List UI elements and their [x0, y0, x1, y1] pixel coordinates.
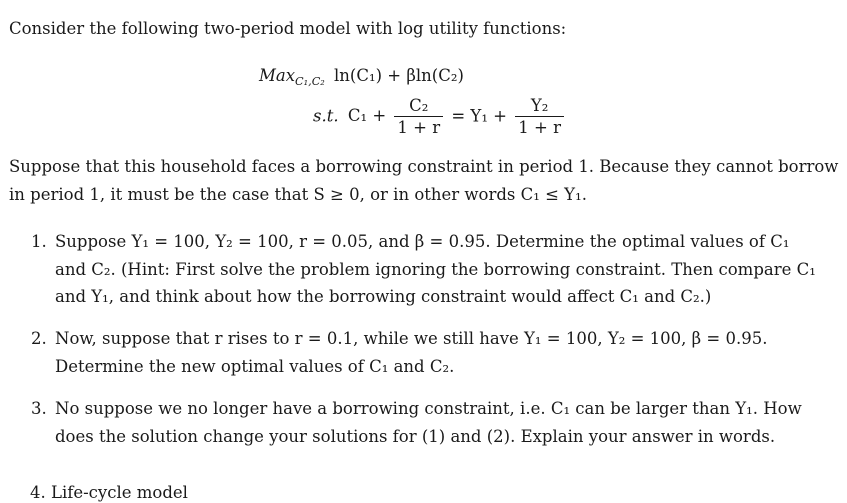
- question-2-line-2: Determine the new optimal values of C₁ and C₂.: [55, 357, 455, 376]
- cutoff-next-item-text: 4. Life-cycle model: [30, 483, 188, 502]
- question-3-number: 3.: [31, 399, 47, 418]
- objective-expr-b: ln(C₂): [415, 66, 464, 85]
- objective-expr-a: ln(C₁) + β: [334, 66, 416, 85]
- max-operator: Max: [259, 66, 296, 85]
- constraint-mid: = Y₁ +: [451, 106, 508, 126]
- intro-text: Consider the following two-period model with log utility functions:: [9, 19, 567, 38]
- fraction-y2-numerator: Y₂: [515, 97, 564, 117]
- question-1-line-2: and C₂. (Hint: First solve the problem ignoring the borrowing constraint. Then compare C₁: [55, 260, 816, 279]
- max-subscript: C₁,C₂: [295, 74, 325, 88]
- fraction-y2-denominator: 1 + r: [518, 118, 561, 138]
- cutoff-next-item: [30, 479, 290, 502]
- fraction-c2-denominator: 1 + r: [397, 118, 441, 138]
- question-1-line-3: and Y₁, and think about how the borrowing constraint would affect C₁ and C₂.): [55, 287, 712, 306]
- fraction-y2: [515, 97, 564, 137]
- question-2-number: 2.: [31, 329, 47, 348]
- objective-equation: [259, 66, 464, 86]
- fraction-c2: [394, 97, 443, 137]
- question-2-line-1: Now, suppose that r rises to r = 0.1, while we still have Y₁ = 100, Y₂ = 100, β = 0.95.: [55, 329, 768, 348]
- st-label: s.t.: [313, 106, 339, 126]
- question-1-line-1: Suppose Y₁ = 100, Y₂ = 100, r = 0.05, and β = 0.95. Determine the optimal values of C₁: [55, 232, 790, 251]
- fraction-c2-numerator: C₂: [394, 97, 443, 117]
- question-1-number: 1.: [31, 232, 47, 251]
- question-3-line-2: does the solution change your solutions for (1) and (2). Explain your answer in words.: [55, 427, 776, 446]
- constraint-lhs: C₁ +: [347, 106, 387, 126]
- budget-constraint: [313, 97, 567, 137]
- question-3-line-1: No suppose we no longer have a borrowing constraint, i.e. C₁ can be larger than Y₁. How: [55, 399, 802, 418]
- paragraph-line-1: Suppose that this household faces a borrowing constraint in period 1. Because they cannot borrow: [9, 157, 839, 176]
- paragraph-line-2: in period 1, it must be the case that S ≥ 0, or in other words C₁ ≤ Y₁.: [9, 185, 587, 204]
